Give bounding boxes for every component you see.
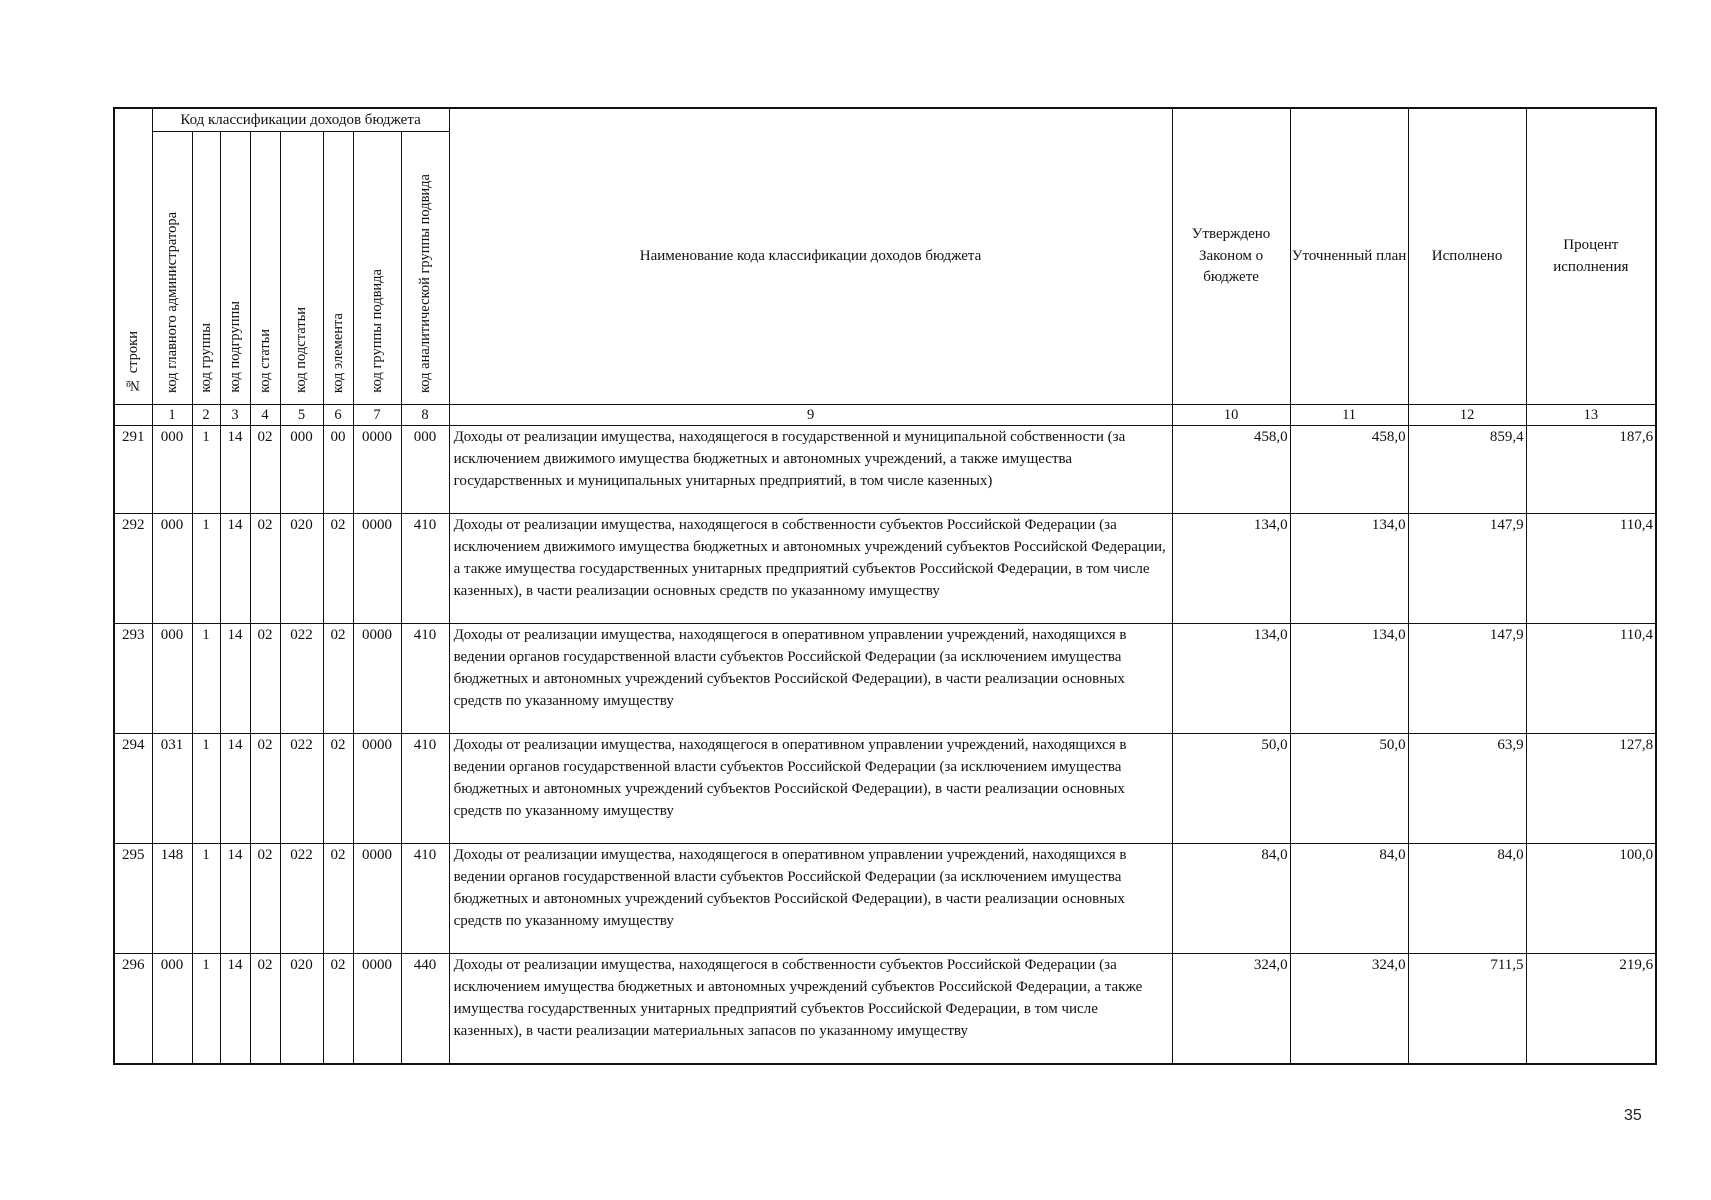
revised-amount-cell: 134,0 [1290, 514, 1408, 624]
column-number: 12 [1408, 405, 1526, 426]
revised-amount-cell: 458,0 [1290, 426, 1408, 514]
page-number: 35 [1624, 1107, 1642, 1124]
revised-amount-cell: 84,0 [1290, 844, 1408, 954]
subtype-group-code-header: код группы подвида [353, 132, 401, 405]
subgroup-code-cell: 14 [220, 624, 250, 734]
executed-amount-cell: 711,5 [1408, 954, 1526, 1064]
table-row [114, 514, 1656, 624]
admin-code-cell: 000 [152, 624, 192, 734]
subarticle-code-header: код подстатьи [280, 132, 323, 405]
classification-code-header: Код классификации доходов бюджета [152, 108, 449, 132]
subgroup-code-cell: 14 [220, 514, 250, 624]
column-number [114, 405, 152, 426]
column-number: 8 [401, 405, 449, 426]
element-code-cell: 02 [323, 624, 353, 734]
analytic-group-code-header: код аналитической группы подвида [401, 132, 449, 405]
admin-code-cell: 000 [152, 514, 192, 624]
element-code-cell: 02 [323, 844, 353, 954]
revenue-name-cell: Доходы от реализации имущества, находящегося в оперативном управлении учреждений, находящихся в ведении органов государственной власти субъектов Российской Федерации (за исключением имущества бюджетных и автономных учреждений субъектов Российской Федерации), в части реализации основных средств по указанному имуществу [449, 844, 1172, 954]
revenue-name-cell: Доходы от реализации имущества, находящегося в оперативном управлении учреждений, находящихся в ведении органов государственной власти субъектов Российской Федерации (за исключением имущества бюджетных и автономных учреждений субъектов Российской Федерации), в части реализации основных средств по указанному имуществу [449, 624, 1172, 734]
table-row [114, 426, 1656, 514]
row-number-cell: 295 [114, 844, 152, 954]
article-code-cell: 02 [250, 734, 280, 844]
analytic-group-code-cell: 000 [401, 426, 449, 514]
revenue-table [113, 107, 1657, 1065]
row-number-cell: 296 [114, 954, 152, 1064]
group-code-cell: 1 [192, 514, 220, 624]
article-code-cell: 02 [250, 844, 280, 954]
name-column-header: Наименование кода классификации доходов бюджета [449, 108, 1172, 405]
executed-amount-cell: 147,9 [1408, 514, 1526, 624]
column-number: 5 [280, 405, 323, 426]
percent-cell: 219,6 [1526, 954, 1656, 1064]
table-row [114, 844, 1656, 954]
admin-code-cell: 148 [152, 844, 192, 954]
subarticle-code-cell: 000 [280, 426, 323, 514]
subgroup-code-cell: 14 [220, 426, 250, 514]
row-number-cell: 291 [114, 426, 152, 514]
row-number-header: № строки [114, 108, 152, 405]
row-number-cell: 292 [114, 514, 152, 624]
percent-cell: 110,4 [1526, 624, 1656, 734]
executed-amount-cell: 84,0 [1408, 844, 1526, 954]
group-code-cell: 1 [192, 844, 220, 954]
revenue-name-cell: Доходы от реализации имущества, находящегося в оперативном управлении учреждений, находящихся в ведении органов государственной власти субъектов Российской Федерации (за исключением имущества бюджетных и автономных учреждений субъектов Российской Федерации), в части реализации основных средств по указанному имуществу [449, 734, 1172, 844]
element-code-cell: 02 [323, 734, 353, 844]
article-code-cell: 02 [250, 514, 280, 624]
executed-amount-cell: 147,9 [1408, 624, 1526, 734]
revised-amount-cell: 324,0 [1290, 954, 1408, 1064]
article-code-cell: 02 [250, 426, 280, 514]
subtype-group-code-cell: 0000 [353, 426, 401, 514]
element-code-header: код элемента [323, 132, 353, 405]
article-code-cell: 02 [250, 954, 280, 1064]
percent-cell: 100,0 [1526, 844, 1656, 954]
subtype-group-code-cell: 0000 [353, 954, 401, 1064]
subgroup-code-cell: 14 [220, 734, 250, 844]
approved-amount-cell: 134,0 [1172, 514, 1290, 624]
admin-code-cell: 000 [152, 426, 192, 514]
approved-amount-cell: 84,0 [1172, 844, 1290, 954]
group-code-cell: 1 [192, 734, 220, 844]
element-code-cell: 02 [323, 514, 353, 624]
revenue-name-cell: Доходы от реализации имущества, находящегося в собственности субъектов Российской Федерации (за исключением движимого имущества бюджетных и автономных учреждений субъектов Российской Федерации, а также имущества государственных унитарных предприятий субъектов Российской Федерации, в том числе казенных), в части реализации основных средств по указанному имуществу [449, 514, 1172, 624]
article-code-header: код статьи [250, 132, 280, 405]
article-code-cell: 02 [250, 624, 280, 734]
element-code-cell: 00 [323, 426, 353, 514]
column-number: 11 [1290, 405, 1408, 426]
admin-code-cell: 000 [152, 954, 192, 1064]
percent-column-header: Процент исполнения [1526, 108, 1656, 405]
analytic-group-code-cell: 440 [401, 954, 449, 1064]
subtype-group-code-cell: 0000 [353, 844, 401, 954]
subtype-group-code-cell: 0000 [353, 514, 401, 624]
admin-code-cell: 031 [152, 734, 192, 844]
subarticle-code-cell: 022 [280, 844, 323, 954]
column-number: 7 [353, 405, 401, 426]
subgroup-code-cell: 14 [220, 954, 250, 1064]
approved-column-header: Утверждено Законом о бюджете [1172, 108, 1290, 405]
percent-cell: 127,8 [1526, 734, 1656, 844]
approved-amount-cell: 50,0 [1172, 734, 1290, 844]
percent-cell: 187,6 [1526, 426, 1656, 514]
approved-amount-cell: 324,0 [1172, 954, 1290, 1064]
subtype-group-code-cell: 0000 [353, 734, 401, 844]
column-number: 1 [152, 405, 192, 426]
table-row [114, 734, 1656, 844]
column-number: 13 [1526, 405, 1656, 426]
column-number: 6 [323, 405, 353, 426]
percent-cell: 110,4 [1526, 514, 1656, 624]
executed-column-header: Исполнено [1408, 108, 1526, 405]
analytic-group-code-cell: 410 [401, 624, 449, 734]
analytic-group-code-cell: 410 [401, 844, 449, 954]
revenue-name-cell: Доходы от реализации имущества, находящегося в государственной и муниципальной собственности (за исключением движимого имущества бюджетных и автономных учреждений, а также имущества государственных и муниципальных унитарных предприятий, в том числе казенных) [449, 426, 1172, 514]
subarticle-code-cell: 020 [280, 954, 323, 1064]
column-number: 4 [250, 405, 280, 426]
analytic-group-code-cell: 410 [401, 514, 449, 624]
revised-amount-cell: 50,0 [1290, 734, 1408, 844]
subarticle-code-cell: 022 [280, 624, 323, 734]
revised-column-header: Уточненный план [1290, 108, 1408, 405]
subarticle-code-cell: 020 [280, 514, 323, 624]
subtype-group-code-cell: 0000 [353, 624, 401, 734]
analytic-group-code-cell: 410 [401, 734, 449, 844]
element-code-cell: 02 [323, 954, 353, 1064]
subgroup-code-cell: 14 [220, 844, 250, 954]
executed-amount-cell: 63,9 [1408, 734, 1526, 844]
column-number: 2 [192, 405, 220, 426]
admin-code-header: код главного администратора [152, 132, 192, 405]
revenue-name-cell: Доходы от реализации имущества, находящегося в собственности субъектов Российской Федерации (за исключением имущества бюджетных и автономных учреждений субъектов Российской Федерации, а также имущества государственных унитарных предприятий субъектов Российской Федерации, в том числе казенных), в части реализации материальных запасов по указанному имуществу [449, 954, 1172, 1064]
group-code-cell: 1 [192, 954, 220, 1064]
approved-amount-cell: 134,0 [1172, 624, 1290, 734]
revised-amount-cell: 134,0 [1290, 624, 1408, 734]
column-number-row [114, 405, 1656, 426]
column-number: 10 [1172, 405, 1290, 426]
group-code-header: код группы [192, 132, 220, 405]
approved-amount-cell: 458,0 [1172, 426, 1290, 514]
subgroup-code-header: код подгруппы [220, 132, 250, 405]
table-row [114, 624, 1656, 734]
group-code-cell: 1 [192, 426, 220, 514]
subarticle-code-cell: 022 [280, 734, 323, 844]
column-number: 3 [220, 405, 250, 426]
row-number-cell: 294 [114, 734, 152, 844]
group-code-cell: 1 [192, 624, 220, 734]
column-number: 9 [449, 405, 1172, 426]
table-row [114, 954, 1656, 1064]
executed-amount-cell: 859,4 [1408, 426, 1526, 514]
row-number-cell: 293 [114, 624, 152, 734]
